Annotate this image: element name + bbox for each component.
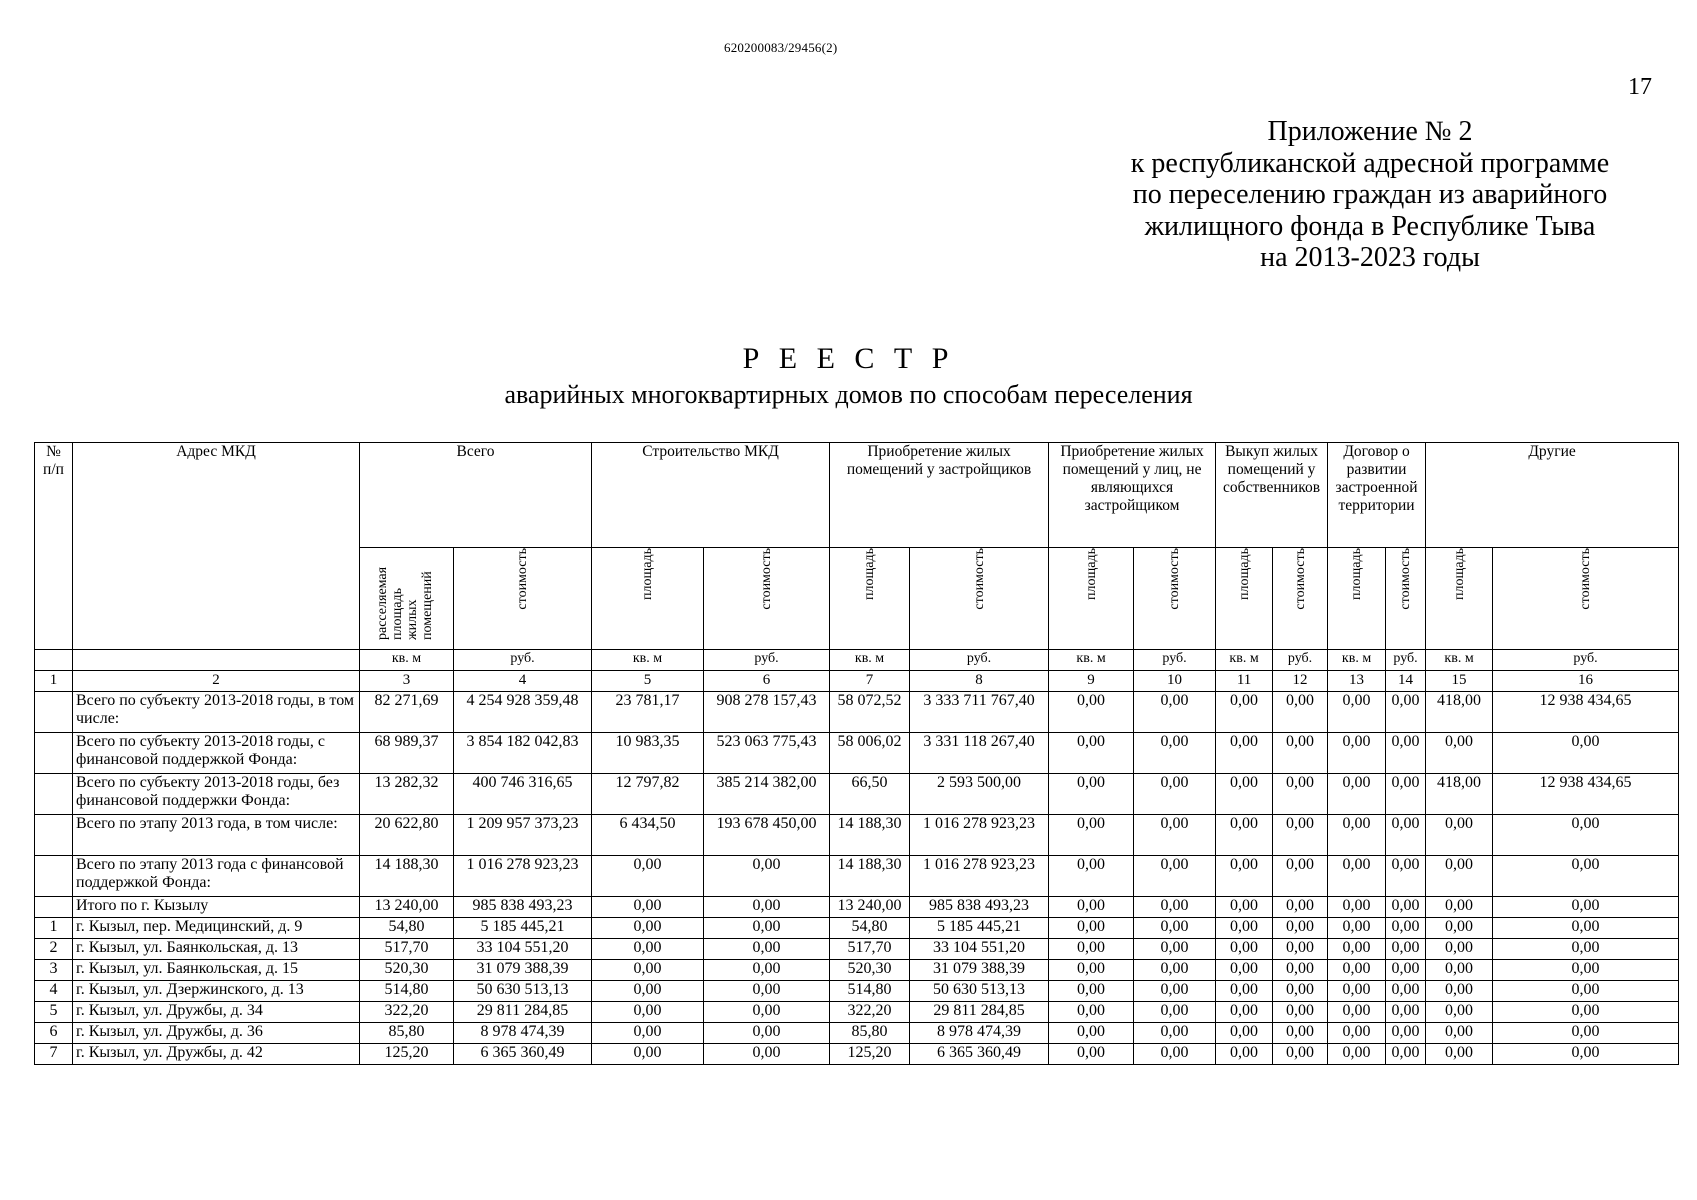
cell-cost: 0,00	[1493, 733, 1679, 774]
unit-rub: руб.	[454, 650, 592, 671]
subheader-area: площадь	[1426, 548, 1493, 650]
row-address: Всего по этапу 2013 года с финансовой поддержкой Фонда:	[73, 856, 360, 897]
summary-row	[35, 733, 1679, 774]
cell-area: 322,20	[830, 1002, 910, 1023]
cell-area: 0,00	[1328, 815, 1386, 856]
cell-cost: 0,00	[1273, 1044, 1328, 1065]
row-number	[35, 897, 73, 918]
cell-area: 0,00	[592, 960, 704, 981]
cell-cost: 0,00	[1493, 1002, 1679, 1023]
appendix-heading	[1085, 116, 1655, 274]
cell-cost: 31 079 388,39	[910, 960, 1049, 981]
column-number: 6	[704, 671, 830, 692]
row-number: 6	[35, 1023, 73, 1044]
cell-area: 0,00	[592, 1044, 704, 1065]
cell-cost: 0,00	[704, 1002, 830, 1023]
cell-cost: 8 978 474,39	[910, 1023, 1049, 1044]
cell-cost: 0,00	[1493, 1023, 1679, 1044]
cell-area: 0,00	[1426, 733, 1493, 774]
appendix-line: Приложение № 2	[1267, 116, 1473, 147]
row-address: г. Кызыл, ул. Дружбы, д. 42	[73, 1044, 360, 1065]
cell-cost: 0,00	[1273, 918, 1328, 939]
cell-cost: 0,00	[1493, 918, 1679, 939]
cell-cost: 0,00	[1273, 939, 1328, 960]
row-address: Всего по субъекту 2013-2018 годы, в том числе:	[73, 692, 360, 733]
cell-area: 514,80	[830, 981, 910, 1002]
cell-cost: 0,00	[1273, 774, 1328, 815]
subheader-cost: стоимость	[1386, 548, 1426, 650]
unit-rub: руб.	[1134, 650, 1216, 671]
cell-cost: 0,00	[704, 856, 830, 897]
cell-area: 514,80	[360, 981, 454, 1002]
cell-cost: 0,00	[1273, 733, 1328, 774]
cell-cost: 0,00	[1134, 960, 1216, 981]
cell-area: 418,00	[1426, 774, 1493, 815]
cell-cost: 0,00	[1273, 856, 1328, 897]
column-number: 10	[1134, 671, 1216, 692]
row-address: Всего по этапу 2013 года, в том числе:	[73, 815, 360, 856]
header-construction: Строительство МКД	[592, 443, 830, 548]
subheader-cost: стоимость	[1134, 548, 1216, 650]
cell-area: 0,00	[592, 981, 704, 1002]
cell-cost: 3 333 711 767,40	[910, 692, 1049, 733]
unit-area: кв. м	[592, 650, 704, 671]
subheader-cost: стоимость	[910, 548, 1049, 650]
cell-area: 85,80	[360, 1023, 454, 1044]
cell-cost: 385 214 382,00	[704, 774, 830, 815]
column-number: 11	[1216, 671, 1273, 692]
subheader-cost: стоимость	[704, 548, 830, 650]
cell-area: 0,00	[1216, 1044, 1273, 1065]
cell-area: 0,00	[1426, 918, 1493, 939]
registry-body	[35, 692, 1679, 1065]
cell-area: 0,00	[1328, 733, 1386, 774]
cell-area: 82 271,69	[360, 692, 454, 733]
cell-area: 0,00	[1216, 1023, 1273, 1044]
cell-area: 58 006,02	[830, 733, 910, 774]
row-number: 1	[35, 918, 73, 939]
subheader-cost: стоимость	[1493, 548, 1679, 650]
row-number: 2	[35, 939, 73, 960]
cell-area: 418,00	[1426, 692, 1493, 733]
row-number: 4	[35, 981, 73, 1002]
cell-area: 0,00	[592, 1023, 704, 1044]
cell-cost: 33 104 551,20	[454, 939, 592, 960]
cell-area: 517,70	[830, 939, 910, 960]
row-address: г. Кызыл, ул. Дзержинского, д. 13	[73, 981, 360, 1002]
column-number: 7	[830, 671, 910, 692]
cell-area: 520,30	[830, 960, 910, 981]
cell-cost: 0,00	[1493, 856, 1679, 897]
cell-area: 0,00	[1426, 1044, 1493, 1065]
column-number: 1	[35, 671, 73, 692]
column-number: 3	[360, 671, 454, 692]
cell-area: 0,00	[1426, 981, 1493, 1002]
cell-area: 0,00	[1216, 1002, 1273, 1023]
cell-area: 14 188,30	[360, 856, 454, 897]
cell-area: 23 781,17	[592, 692, 704, 733]
cell-area: 14 188,30	[830, 856, 910, 897]
cell-area: 0,00	[592, 856, 704, 897]
table-row	[35, 981, 1679, 1002]
unit-area: кв. м	[830, 650, 910, 671]
cell-cost: 1 016 278 923,23	[454, 856, 592, 897]
summary-row	[35, 856, 1679, 897]
cell-cost: 1 016 278 923,23	[910, 815, 1049, 856]
cell-cost: 0,00	[1493, 960, 1679, 981]
cell-cost: 0,00	[1134, 815, 1216, 856]
cell-cost: 0,00	[1386, 815, 1426, 856]
header-purchase-developers: Приобретение жилых помещений у застройщиков	[830, 443, 1049, 548]
cell-area: 0,00	[1216, 981, 1273, 1002]
unit-area: кв. м	[1328, 650, 1386, 671]
unit-area: кв. м	[1049, 650, 1134, 671]
column-number: 2	[73, 671, 360, 692]
header-purchase-non-developers: Приобретение жилых помещений у лиц, не являющихся застройщиком	[1049, 443, 1216, 548]
cell-cost: 33 104 551,20	[910, 939, 1049, 960]
cell-cost: 3 331 118 267,40	[910, 733, 1049, 774]
row-number: 3	[35, 960, 73, 981]
cell-area: 0,00	[1049, 1002, 1134, 1023]
cell-cost: 0,00	[1134, 897, 1216, 918]
column-number: 13	[1328, 671, 1386, 692]
subheader-area: площадь	[1328, 548, 1386, 650]
cell-cost: 0,00	[1386, 1023, 1426, 1044]
cell-cost: 0,00	[1134, 1002, 1216, 1023]
row-address: г. Кызыл, ул. Баянкольская, д. 13	[73, 939, 360, 960]
cell-cost: 0,00	[1493, 939, 1679, 960]
cell-cost: 985 838 493,23	[910, 897, 1049, 918]
cell-cost: 0,00	[1134, 1044, 1216, 1065]
cell-cost: 2 593 500,00	[910, 774, 1049, 815]
table-row	[35, 1002, 1679, 1023]
registry-table	[34, 442, 1679, 1065]
cell-area: 66,50	[830, 774, 910, 815]
cell-cost: 0,00	[1273, 981, 1328, 1002]
cell-area: 0,00	[592, 918, 704, 939]
cell-area: 0,00	[1049, 692, 1134, 733]
cell-area: 0,00	[1328, 897, 1386, 918]
cell-cost: 0,00	[1134, 918, 1216, 939]
row-number	[35, 733, 73, 774]
cell-area: 14 188,30	[830, 815, 910, 856]
cell-cost: 0,00	[704, 1044, 830, 1065]
cell-area: 0,00	[1426, 897, 1493, 918]
table-row	[35, 1023, 1679, 1044]
row-number	[35, 815, 73, 856]
cell-area: 0,00	[1216, 960, 1273, 981]
row-address: г. Кызыл, ул. Дружбы, д. 36	[73, 1023, 360, 1044]
cell-area: 0,00	[1216, 897, 1273, 918]
cell-cost: 0,00	[1273, 692, 1328, 733]
cell-cost: 0,00	[1134, 856, 1216, 897]
cell-area: 13 240,00	[360, 897, 454, 918]
header-total: Всего	[360, 443, 592, 548]
cell-cost: 0,00	[1134, 733, 1216, 774]
appendix-line: по переселению граждан из аварийного	[1132, 179, 1608, 210]
cell-area: 0,00	[1328, 1002, 1386, 1023]
cell-area: 13 282,32	[360, 774, 454, 815]
header-other: Другие	[1426, 443, 1679, 548]
unit-area: кв. м	[1216, 650, 1273, 671]
cell-area: 68 989,37	[360, 733, 454, 774]
cell-area: 6 434,50	[592, 815, 704, 856]
subheader-area: площадь	[1049, 548, 1134, 650]
cell-cost: 12 938 434,65	[1493, 774, 1679, 815]
cell-cost: 31 079 388,39	[454, 960, 592, 981]
cell-cost: 6 365 360,49	[910, 1044, 1049, 1065]
cell-area: 85,80	[830, 1023, 910, 1044]
cell-area: 0,00	[1426, 856, 1493, 897]
row-address: Итого по г. Кызылу	[73, 897, 360, 918]
summary-row	[35, 692, 1679, 733]
column-number: 15	[1426, 671, 1493, 692]
cell-cost: 0,00	[1386, 939, 1426, 960]
cell-area: 12 797,82	[592, 774, 704, 815]
column-number: 12	[1273, 671, 1328, 692]
cell-area: 0,00	[592, 939, 704, 960]
cell-area: 0,00	[1049, 918, 1134, 939]
cell-cost: 985 838 493,23	[454, 897, 592, 918]
cell-cost: 50 630 513,13	[910, 981, 1049, 1002]
cell-area: 0,00	[1216, 856, 1273, 897]
column-number: 4	[454, 671, 592, 692]
table-row	[35, 897, 1679, 918]
column-number: 8	[910, 671, 1049, 692]
cell-area: 0,00	[1049, 774, 1134, 815]
cell-area: 0,00	[1049, 897, 1134, 918]
cell-area: 0,00	[1049, 939, 1134, 960]
cell-area: 0,00	[1426, 960, 1493, 981]
cell-area: 517,70	[360, 939, 454, 960]
cell-cost: 0,00	[1273, 897, 1328, 918]
units-empty	[35, 650, 73, 671]
cell-area: 54,80	[360, 918, 454, 939]
cell-area: 0,00	[1328, 692, 1386, 733]
document-title: Р Е Е С Т Р	[742, 342, 955, 375]
cell-cost: 0,00	[704, 939, 830, 960]
cell-cost: 0,00	[1386, 733, 1426, 774]
cell-area: 0,00	[1328, 960, 1386, 981]
cell-area: 520,30	[360, 960, 454, 981]
cell-cost: 0,00	[1386, 856, 1426, 897]
cell-cost: 0,00	[1134, 692, 1216, 733]
cell-area: 0,00	[1328, 856, 1386, 897]
unit-rub: руб.	[1493, 650, 1679, 671]
cell-area: 0,00	[1049, 981, 1134, 1002]
cell-cost: 193 678 450,00	[704, 815, 830, 856]
cell-area: 0,00	[1049, 960, 1134, 981]
cell-area: 20 622,80	[360, 815, 454, 856]
column-number: 16	[1493, 671, 1679, 692]
cell-cost: 0,00	[1273, 1002, 1328, 1023]
unit-area: кв. м	[360, 650, 454, 671]
cell-cost: 0,00	[1134, 939, 1216, 960]
cell-cost: 8 978 474,39	[454, 1023, 592, 1044]
cell-area: 0,00	[1426, 1002, 1493, 1023]
cell-area: 0,00	[1216, 774, 1273, 815]
table-row	[35, 1044, 1679, 1065]
cell-area: 54,80	[830, 918, 910, 939]
cell-cost: 29 811 284,85	[454, 1002, 592, 1023]
cell-cost: 0,00	[704, 981, 830, 1002]
cell-area: 0,00	[1216, 939, 1273, 960]
cell-cost: 0,00	[1273, 1023, 1328, 1044]
cell-area: 0,00	[1426, 1023, 1493, 1044]
cell-cost: 0,00	[1386, 960, 1426, 981]
unit-area: кв. м	[1426, 650, 1493, 671]
cell-cost: 0,00	[1134, 774, 1216, 815]
cell-cost: 6 365 360,49	[454, 1044, 592, 1065]
cell-area: 0,00	[1328, 939, 1386, 960]
table-row	[35, 960, 1679, 981]
subheader-total-area: расселяемая площадь жилых помещений	[360, 548, 454, 650]
cell-cost: 5 185 445,21	[454, 918, 592, 939]
subheader-cost: стоимость	[1273, 548, 1328, 650]
cell-area: 0,00	[1328, 918, 1386, 939]
cell-cost: 523 063 775,43	[704, 733, 830, 774]
subheader-area: площадь	[830, 548, 910, 650]
header-buyout: Выкуп жилых помещений у собственников	[1216, 443, 1328, 548]
header-row	[35, 443, 1679, 548]
cell-area: 0,00	[1049, 856, 1134, 897]
cell-cost: 1 209 957 373,23	[454, 815, 592, 856]
row-number	[35, 774, 73, 815]
row-address: г. Кызыл, ул. Дружбы, д. 34	[73, 1002, 360, 1023]
cell-area: 0,00	[1328, 981, 1386, 1002]
cell-area: 0,00	[1216, 918, 1273, 939]
cell-area: 0,00	[592, 897, 704, 918]
cell-cost: 50 630 513,13	[454, 981, 592, 1002]
cell-cost: 0,00	[1386, 692, 1426, 733]
cell-area: 0,00	[1049, 733, 1134, 774]
cell-cost: 29 811 284,85	[910, 1002, 1049, 1023]
cell-cost: 0,00	[1386, 1044, 1426, 1065]
subheader-cost: стоимость	[454, 548, 592, 650]
cell-cost: 0,00	[1386, 918, 1426, 939]
cell-cost: 0,00	[704, 960, 830, 981]
row-number	[35, 856, 73, 897]
row-number: 7	[35, 1044, 73, 1065]
header-address: Адрес МКД	[73, 443, 360, 650]
cell-area: 0,00	[592, 1002, 704, 1023]
cell-cost: 0,00	[704, 1023, 830, 1044]
cell-cost: 0,00	[1386, 1002, 1426, 1023]
row-address: г. Кызыл, ул. Баянкольская, д. 15	[73, 960, 360, 981]
cell-cost: 908 278 157,43	[704, 692, 830, 733]
row-number	[35, 692, 73, 733]
column-number: 14	[1386, 671, 1426, 692]
cell-cost: 0,00	[1386, 981, 1426, 1002]
cell-cost: 12 938 434,65	[1493, 692, 1679, 733]
column-numbers-row	[35, 671, 1679, 692]
cell-cost: 0,00	[1134, 981, 1216, 1002]
row-address: Всего по субъекту 2013-2018 годы, с финансовой поддержкой Фонда:	[73, 733, 360, 774]
table-row	[35, 939, 1679, 960]
summary-row	[35, 815, 1679, 856]
cell-area: 13 240,00	[830, 897, 910, 918]
cell-cost: 3 854 182 042,83	[454, 733, 592, 774]
cell-area: 0,00	[1426, 815, 1493, 856]
cell-cost: 400 746 316,65	[454, 774, 592, 815]
cell-cost: 0,00	[704, 918, 830, 939]
cell-area: 58 072,52	[830, 692, 910, 733]
cell-area: 0,00	[1328, 1023, 1386, 1044]
row-number: 5	[35, 1002, 73, 1023]
cell-area: 0,00	[1049, 815, 1134, 856]
cell-cost: 0,00	[1273, 815, 1328, 856]
cell-cost: 0,00	[704, 897, 830, 918]
cell-area: 0,00	[1049, 1023, 1134, 1044]
header-no: № п/п	[35, 443, 73, 650]
table-row	[35, 918, 1679, 939]
cell-area: 0,00	[1328, 1044, 1386, 1065]
document-number: 620200083/29456(2)	[724, 40, 838, 55]
column-number: 9	[1049, 671, 1134, 692]
cell-cost: 0,00	[1134, 1023, 1216, 1044]
unit-rub: руб.	[704, 650, 830, 671]
page-number: 17	[1628, 74, 1652, 100]
cell-area: 125,20	[830, 1044, 910, 1065]
header-agreement: Договор о развитии застроенной территории	[1328, 443, 1426, 548]
unit-rub: руб.	[1273, 650, 1328, 671]
cell-cost: 0,00	[1386, 774, 1426, 815]
units-row	[35, 650, 1679, 671]
unit-rub: руб.	[1386, 650, 1426, 671]
row-address: Всего по субъекту 2013-2018 годы, без финансовой поддержки Фонда:	[73, 774, 360, 815]
cell-cost: 0,00	[1493, 981, 1679, 1002]
cell-area: 125,20	[360, 1044, 454, 1065]
units-empty	[73, 650, 360, 671]
unit-rub: руб.	[910, 650, 1049, 671]
document-subtitle: аварийных многоквартирных домов по способам переселения	[504, 380, 1193, 409]
subheader-area: площадь	[1216, 548, 1273, 650]
appendix-line: к республиканской адресной программе	[1130, 147, 1610, 179]
cell-area: 0,00	[1216, 733, 1273, 774]
cell-cost: 0,00	[1386, 897, 1426, 918]
cell-cost: 0,00	[1273, 960, 1328, 981]
cell-cost: 0,00	[1493, 897, 1679, 918]
cell-area: 0,00	[1328, 774, 1386, 815]
cell-cost: 4 254 928 359,48	[454, 692, 592, 733]
cell-area: 0,00	[1216, 815, 1273, 856]
appendix-line: жилищного фонда в Республике Тыва	[1144, 210, 1596, 242]
subheader-area: площадь	[592, 548, 704, 650]
cell-area: 0,00	[1049, 1044, 1134, 1065]
cell-area: 0,00	[1216, 692, 1273, 733]
cell-cost: 1 016 278 923,23	[910, 856, 1049, 897]
summary-row	[35, 774, 1679, 815]
cell-cost: 0,00	[1493, 1044, 1679, 1065]
column-number: 5	[592, 671, 704, 692]
appendix-line: на 2013-2023 годы	[1260, 242, 1480, 273]
row-address: г. Кызыл, пер. Медицинский, д. 9	[73, 918, 360, 939]
cell-area: 10 983,35	[592, 733, 704, 774]
cell-area: 322,20	[360, 1002, 454, 1023]
cell-area: 0,00	[1426, 939, 1493, 960]
cell-cost: 0,00	[1493, 815, 1679, 856]
cell-cost: 5 185 445,21	[910, 918, 1049, 939]
